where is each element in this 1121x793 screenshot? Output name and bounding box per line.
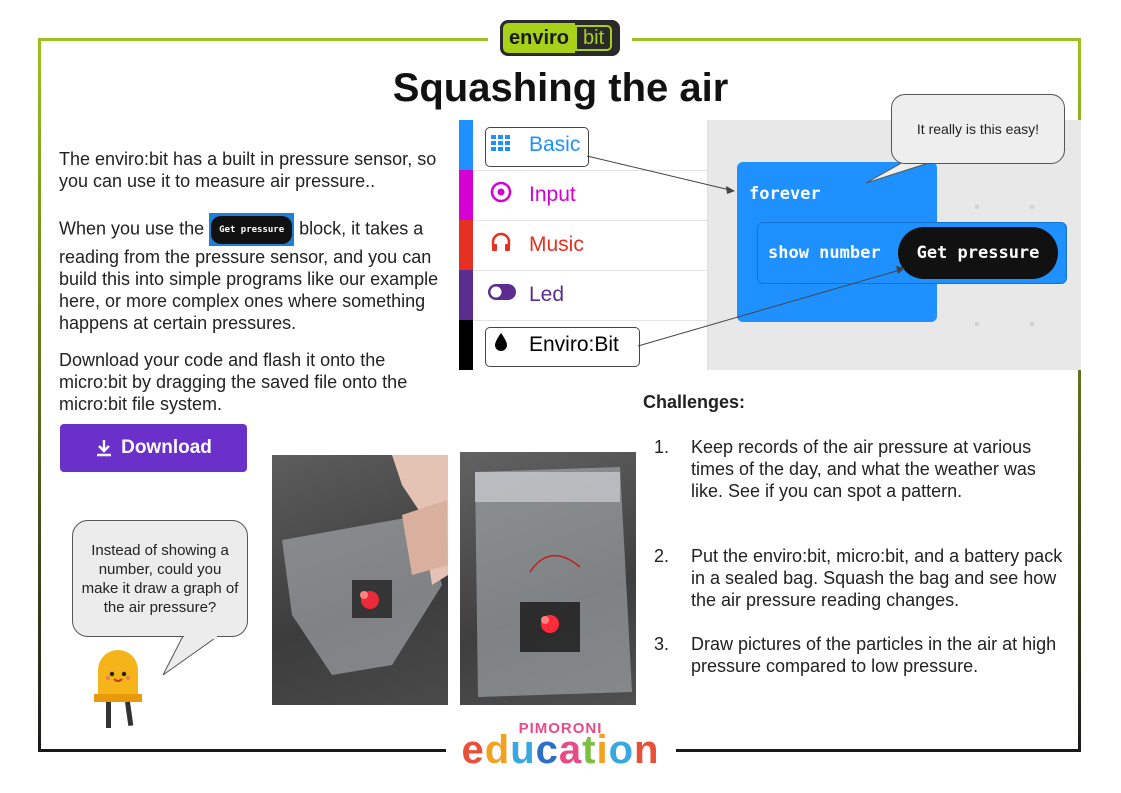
bubble-tail-cover	[906, 155, 934, 163]
page-title: Squashing the air	[392, 66, 729, 110]
education-letter: d	[484, 728, 511, 772]
education-letter: t	[582, 728, 597, 772]
speech-bubble-top: It really is this easy!	[891, 94, 1065, 164]
challenges-title: Challenges:	[643, 392, 746, 412]
education-wordmark	[0, 728, 1121, 773]
get-pressure-block[interactable]: Get pressure	[898, 227, 1058, 279]
download-label: Download	[121, 437, 212, 458]
led-mascot-icon	[92, 650, 144, 730]
pimoroni-wordmark: PIMORONI	[518, 720, 603, 737]
intro-paragraph-1: The enviro:bit has a built in pressure sensor, so you can use it to measure air pressure..	[59, 149, 437, 191]
photo-hand-holding-bag	[272, 455, 448, 705]
photo-sealed-bag	[460, 452, 636, 705]
speech-bubble-bottom: Instead of showing a number, could you make it draw a graph of the air pressure?	[72, 520, 248, 637]
challenge-item	[654, 633, 1064, 681]
logo-part1: enviro	[503, 23, 575, 53]
logo-part2: bit	[575, 25, 612, 51]
education-letter: a	[558, 728, 583, 772]
education-letter: e	[461, 728, 485, 772]
challenge-text: Draw pictures of the particles in the air at high pressure compared to low pressure.	[691, 634, 1057, 676]
challenge-item	[654, 436, 1064, 526]
intro-paragraph-3: Download your code and flash it onto the micro:bit by dragging the saved file onto the micro:bit file system.	[59, 350, 408, 414]
challenge-text: Keep records of the air pressure at various times of the day, and what the weather was like. See if you can spot a pattern.	[691, 437, 1036, 501]
education-letter: o	[608, 728, 635, 772]
intro-p2-end: block, it takes a reading from the pressure sensor, and you can build this into simple programs like our example here, or more complex ones where something happens at certain pressures.	[59, 218, 439, 333]
category-label: Music	[529, 233, 584, 256]
challenge-number: 1.	[654, 437, 670, 457]
bubble-tail-cover	[184, 631, 217, 639]
show-number-label: show number	[768, 243, 881, 263]
category-label: Input	[529, 183, 576, 206]
challenge-number: 2.	[654, 546, 670, 566]
intro-p2-start: When you use the	[59, 218, 205, 239]
education-letter: i	[596, 728, 609, 772]
education-letter: c	[535, 728, 559, 772]
category-label: Basic	[529, 133, 581, 156]
education-letter: u	[510, 728, 536, 772]
category-label: Enviro:Bit	[529, 333, 619, 356]
inline-block-label: Get pressure	[211, 216, 292, 244]
category-label: Led	[529, 283, 565, 306]
education-letter: n	[634, 728, 660, 772]
challenge-item	[654, 545, 1064, 615]
challenge-text: Put the enviro:bit, micro:bit, and a battery pack in a sealed bag. Squash the bag and see how the air pressure reading changes.	[691, 546, 1063, 610]
challenge-number: 3.	[654, 634, 670, 654]
forever-label: forever	[749, 184, 821, 204]
